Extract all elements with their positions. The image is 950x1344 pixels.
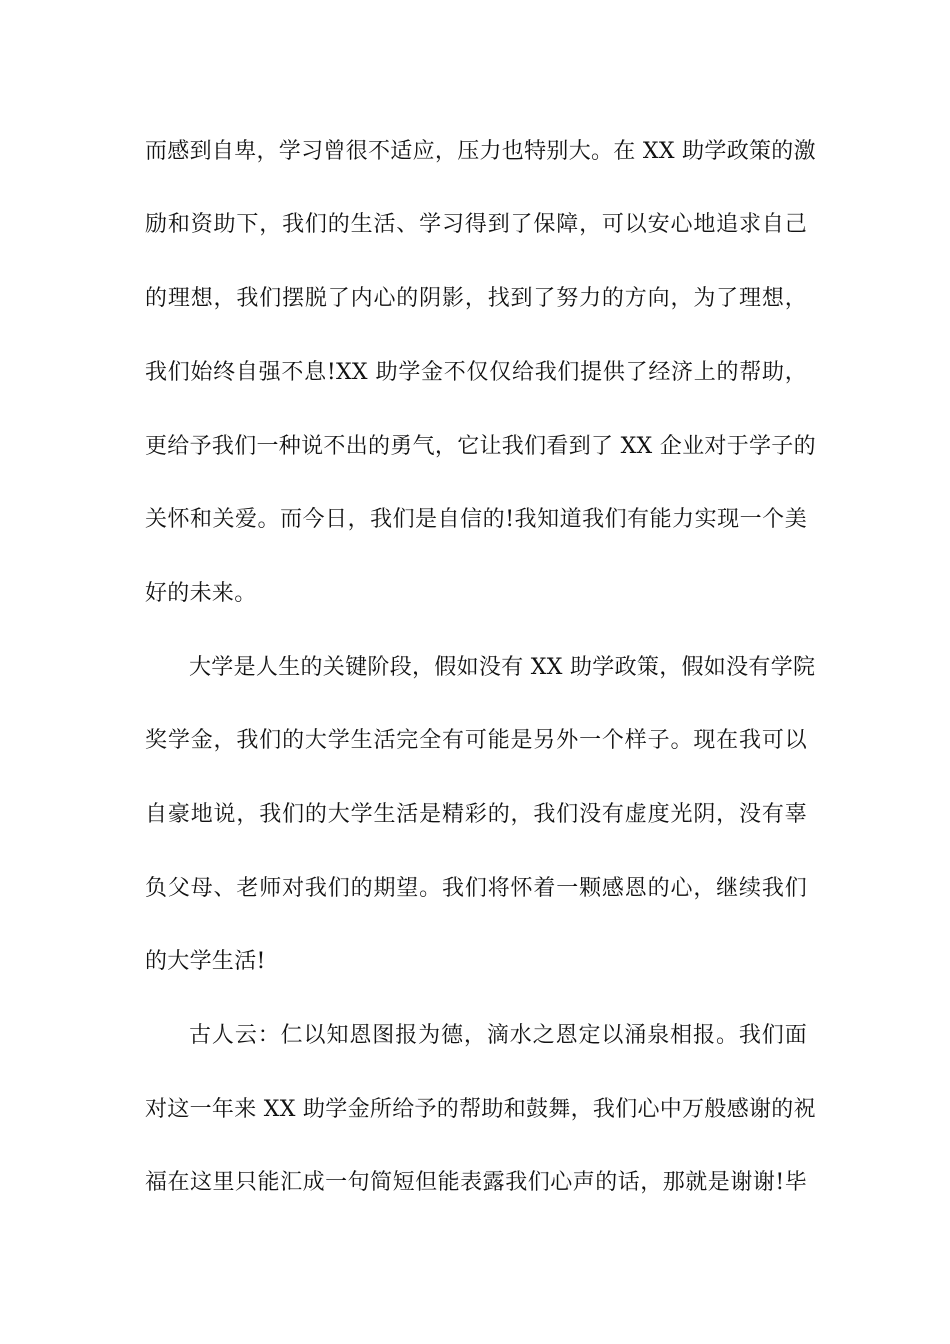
text-line: 大学是人生的关键阶段，假如没有 XX 助学政策，假如没有学院 xyxy=(189,655,816,680)
text-line: 福在这里只能汇成一句简短但能表露我们心声的话，那就是谢谢!毕 xyxy=(145,1170,807,1195)
text-line: 关怀和关爱。而今日，我们是自信的!我知道我们有能力实现一个美 xyxy=(145,507,807,532)
text-line: 对这一年来 XX 助学金所给予的帮助和鼓舞，我们心中万般感谢的祝 xyxy=(145,1097,816,1122)
text-line: 我们始终自强不息!XX 助学金不仅仅给我们提供了经济上的帮助， xyxy=(145,360,807,385)
text-line: 自豪地说，我们的大学生活是精彩的，我们没有虚度光阴，没有辜 xyxy=(145,802,807,827)
text-line: 的理想，我们摆脱了内心的阴影，找到了努力的方向，为了理想， xyxy=(145,286,807,311)
text-line: 奖学金，我们的大学生活完全有可能是另外一个样子。现在我可以 xyxy=(145,728,807,753)
text-line: 的大学生活! xyxy=(145,949,266,974)
text-line: 好的未来。 xyxy=(145,581,257,606)
text-line: 更给予我们一种说不出的勇气，它让我们看到了 XX 企业对于学子的 xyxy=(145,434,816,459)
text-line: 而感到自卑，学习曾很不适应，压力也特别大。在 XX 助学政策的激 xyxy=(145,139,816,164)
text-line: 古人云：仁以知恩图报为德，滴水之恩定以涌泉相报。我们面 xyxy=(189,1023,807,1048)
text-line: 励和资助下，我们的生活、学习得到了保障，可以安心地追求自己 xyxy=(145,212,807,237)
text-line: 负父母、老师对我们的期望。我们将怀着一颗感恩的心，继续我们 xyxy=(145,876,807,901)
